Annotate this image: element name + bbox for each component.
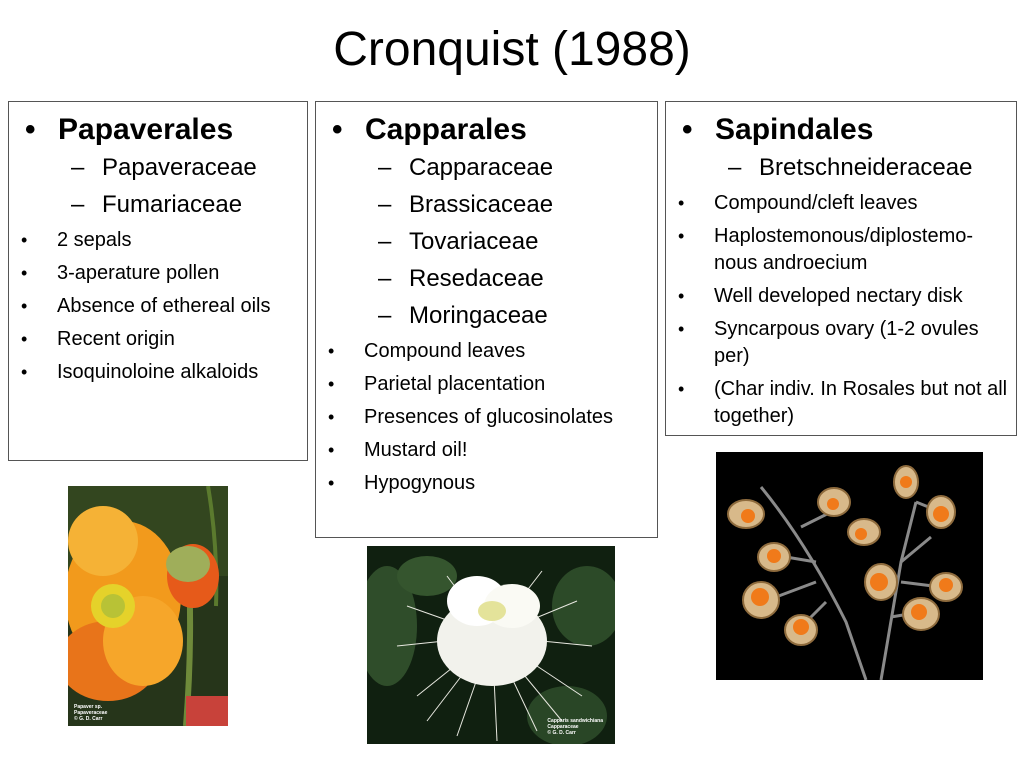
character-item: • Isoquinoloine alkaloids	[21, 361, 259, 383]
order-name: Papaverales	[58, 113, 234, 146]
character-text: Hypogynous	[364, 472, 476, 494]
character-text: Compound/cleft leaves	[714, 192, 918, 214]
order-heading: • Sapindales	[682, 113, 874, 146]
character-text: 3-aperature pollen	[57, 262, 220, 284]
order-name: Sapindales	[715, 113, 874, 146]
fruit-branch-illustration	[716, 452, 983, 680]
sapindales-box	[665, 101, 1017, 436]
character-item: • Compound leaves	[328, 340, 526, 362]
family-item: – Tovariaceae	[378, 228, 539, 255]
papaverales-box	[8, 101, 308, 461]
character-item: • Parietal placentation	[328, 373, 546, 395]
bretschneidera-photo	[716, 452, 983, 680]
character-text: Mustard oil!	[364, 439, 468, 461]
character-text: Recent origin	[57, 328, 175, 350]
family-name: Tovariaceae	[409, 228, 539, 255]
character-text: Syncarpous ovary (1-2 ovules per)	[714, 318, 979, 367]
family-name: Resedaceae	[409, 265, 544, 292]
family-name: Brassicaceae	[409, 191, 554, 218]
character-text: Presences of glucosinolates	[364, 406, 614, 428]
character-item: • Recent origin	[21, 328, 175, 350]
character-item: • Mustard oil!	[328, 439, 468, 461]
family-item: – Capparaceae	[378, 154, 554, 181]
capparales-box	[315, 101, 658, 538]
family-name: Fumariaceae	[102, 191, 243, 218]
family-item: – Moringaceae	[378, 302, 548, 329]
poppy-illustration	[68, 486, 228, 726]
character-item: • 3-aperature pollen	[21, 262, 220, 284]
character-text: Parietal placentation	[364, 373, 546, 395]
character-text: Haplostemonous/diplostemo-nous androecium	[714, 225, 974, 274]
family-name: Bretschneideraceae	[759, 154, 973, 181]
character-text: 2 sepals	[57, 229, 132, 251]
family-name: Capparaceae	[409, 154, 554, 181]
character-item: • Absence of ethereal oils	[21, 295, 271, 317]
order-heading: • Papaverales	[25, 113, 234, 146]
character-text: (Char indiv. In Rosales but not all together)	[714, 378, 1008, 427]
family-name: Moringaceae	[409, 302, 548, 329]
poppy-photo	[68, 486, 228, 726]
character-item: • Presences of glucosinolates	[328, 406, 614, 428]
character-item: • (Char indiv. In Rosales but not all together)	[678, 378, 1008, 427]
character-text: Isoquinoloine alkaloids	[57, 361, 259, 383]
poppy-caption: Papaver sp. Papaveraceae © G. D. Carr	[74, 704, 108, 722]
character-item: • Haplostemonous/diplostemo-nous androecium	[678, 225, 974, 274]
character-text: Compound leaves	[364, 340, 526, 362]
character-item: • 2 sepals	[21, 229, 132, 251]
slide-title: Cronquist (1988)	[333, 23, 691, 76]
character-item: • Syncarpous ovary (1-2 ovules per)	[678, 318, 979, 367]
family-item: – Brassicaceae	[378, 191, 554, 218]
character-item: • Well developed nectary disk	[678, 285, 963, 307]
order-heading: • Capparales	[332, 113, 527, 146]
caper-illustration	[367, 546, 615, 744]
family-item: – Resedaceae	[378, 265, 544, 292]
character-item: • Compound/cleft leaves	[678, 192, 918, 214]
character-text: Absence of ethereal oils	[57, 295, 271, 317]
family-item: – Bretschneideraceae	[728, 154, 973, 181]
family-item: – Fumariaceae	[71, 191, 243, 218]
family-item: – Papaveraceae	[71, 154, 257, 181]
family-name: Papaveraceae	[102, 154, 257, 181]
character-item: • Hypogynous	[328, 472, 476, 494]
character-text: Well developed nectary disk	[714, 285, 963, 307]
caper-photo	[367, 546, 615, 744]
caper-caption: Capparis sandwichiana Capparaceae © G. D. Carr	[547, 718, 603, 736]
order-name: Capparales	[365, 113, 527, 146]
